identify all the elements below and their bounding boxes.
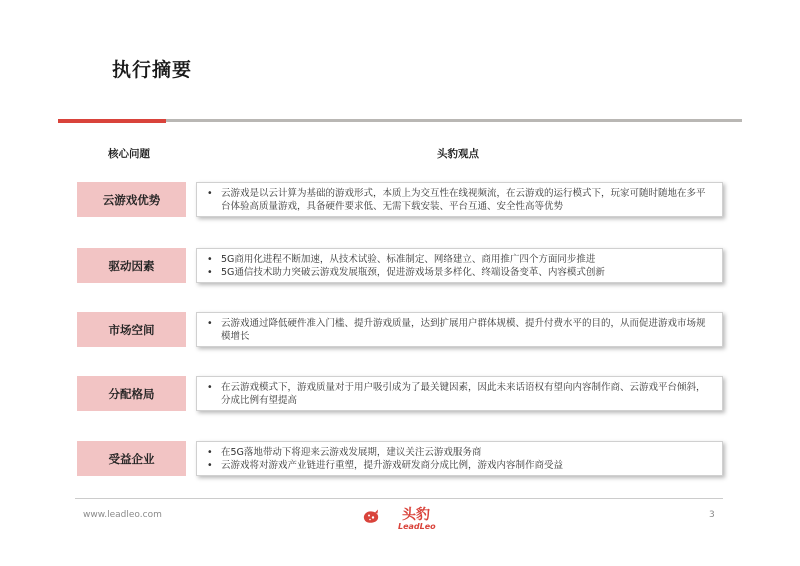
- list-item: • 云游戏通过降低硬件准入门槛、提升游戏质量，达到扩展用户群体规模、提升付费水平的目的，从而促进游戏市场规模增长: [207, 317, 706, 342]
- list-item: • 云游戏将对游戏产业链进行重塑，提升游戏研发商分成比例，游戏内容制作商受益: [207, 459, 564, 471]
- list-item: • 云游戏是以云计算为基础的游戏形式，本质上为交互性在线视频流，在云游戏的运行模式下，玩家可随时随地在多平台体验高质量游戏，具备硬件要求低、无需下载安装、平台互通、安全性高等优势: [207, 187, 706, 212]
- row-label-drivers: 驱动因素: [77, 248, 186, 283]
- column-header-issues: 核心问题: [108, 148, 150, 160]
- list-item: • 5G通信技术助力突破云游戏发展瓶颈，促进游戏场景多样化、终端设备变革、内容模式创新: [207, 266, 605, 278]
- row-content-drivers: [196, 248, 723, 283]
- footer-rule: [75, 498, 723, 499]
- row-label-distribution: 分配格局: [77, 376, 186, 411]
- row-content-beneficiaries: [196, 441, 723, 476]
- row-label-market: 市场空间: [77, 312, 186, 347]
- leopard-logo-icon: [362, 502, 402, 532]
- page-title: 执行摘要: [112, 59, 193, 81]
- row-label-advantage: 云游戏优势: [77, 182, 186, 217]
- list-item: • 在5G落地带动下将迎来云游戏发展期，建议关注云游戏服务商: [207, 446, 482, 458]
- row-content-distribution: [196, 376, 723, 411]
- title-rule-accent: [58, 119, 166, 123]
- list-item: • 在云游戏模式下，游戏质量对于用户吸引成为了最关键因素，因此未来话语权有望向内容制作商、云游戏平台倾斜，分成比例有望提高: [207, 381, 706, 406]
- page-number: 3: [709, 510, 715, 520]
- column-header-views: 头豹观点: [437, 148, 479, 160]
- footer-url: www.leadleo.com: [83, 510, 162, 520]
- title-rule: [166, 119, 742, 122]
- logo-brand-cn: 头豹: [402, 507, 430, 523]
- row-label-beneficiaries: 受益企业: [77, 441, 186, 476]
- row-content-market: [196, 312, 723, 347]
- row-content-advantage: [196, 182, 723, 217]
- list-item: • 5G商用化进程不断加速，从技术试验、标准制定、网络建立、商用推广四个方面同步推进: [207, 253, 596, 265]
- logo-brand-en: LeadLeo: [398, 522, 436, 531]
